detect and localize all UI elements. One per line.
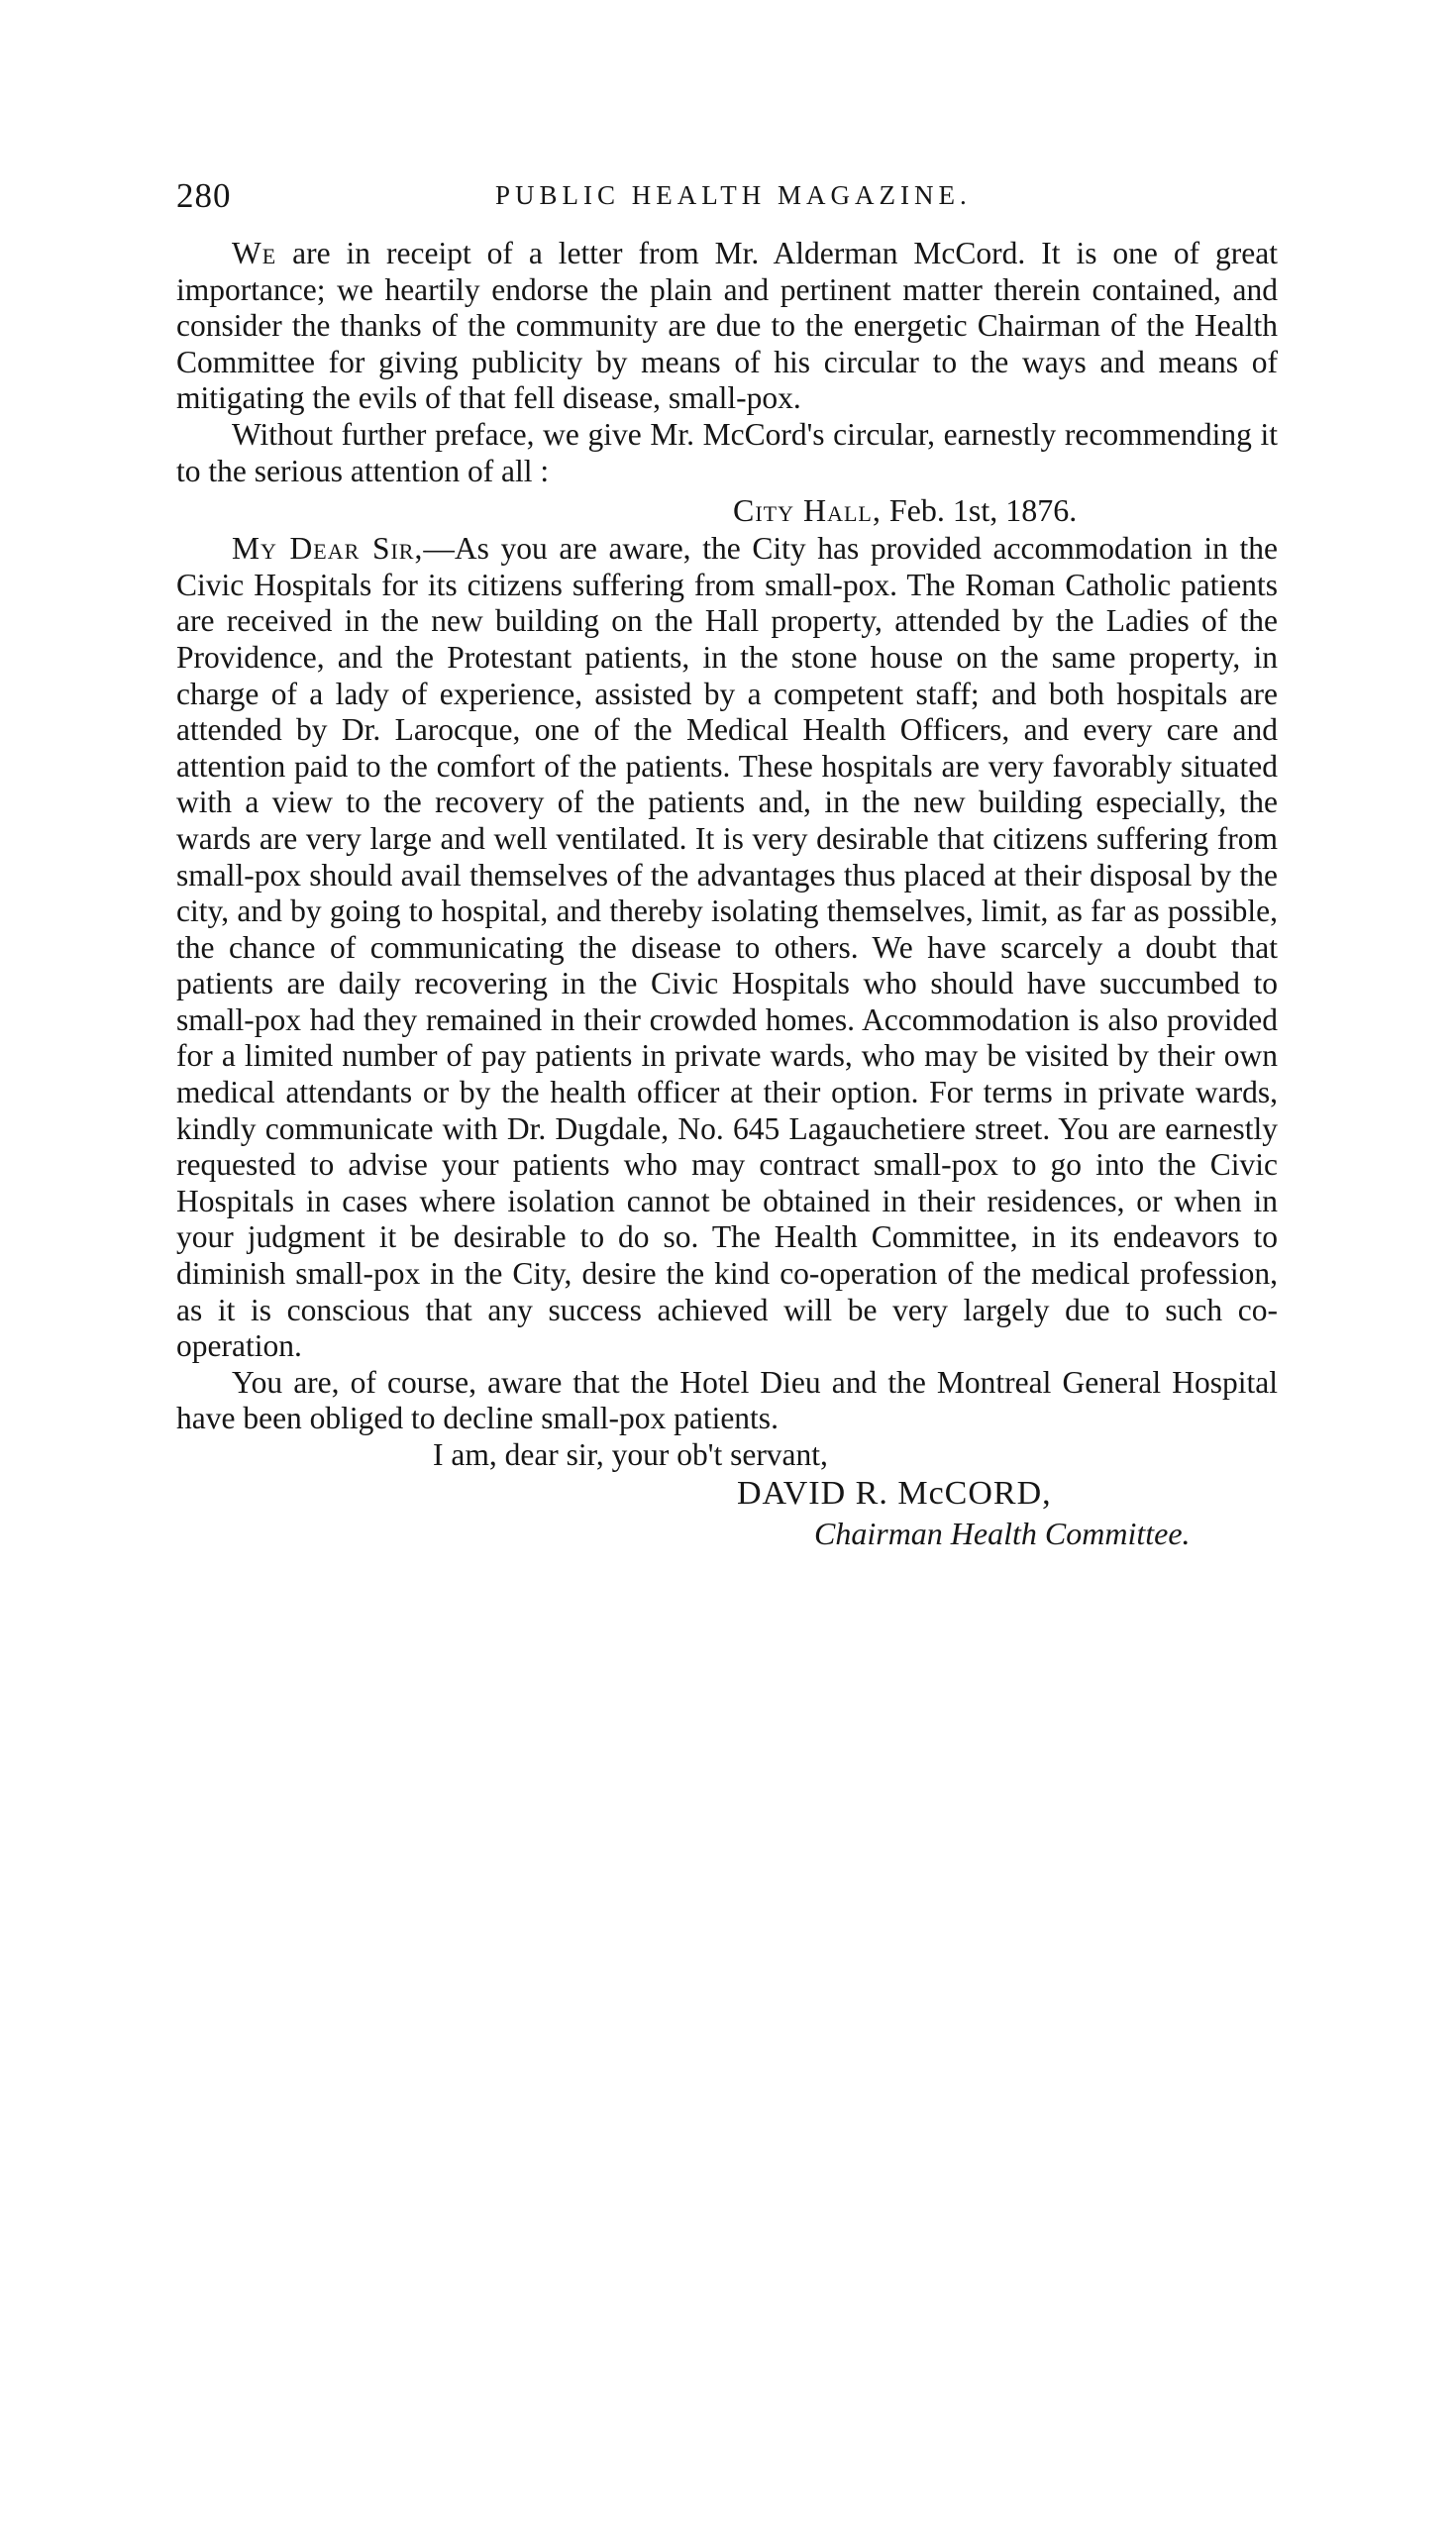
signature-title: Chairman Health Committee. [814,1515,1191,1551]
page-header [176,176,1278,220]
letter-salutation: My Dear Sir, [232,531,424,567]
letter-signature: DAVID R. McCORD, [737,1474,1052,1512]
lead-word: We [232,236,277,270]
letter-body [176,531,1278,1365]
dateline-place: City Hall, [733,492,882,529]
letter-closing: I am, dear sir, your ob't servant, [433,1437,828,1472]
page-number: 280 [176,176,232,215]
article-body [176,236,1278,1553]
running-head: PUBLIC HEALTH MAGAZINE. [495,180,972,210]
intro-paragraph-1-text: are in receipt of a letter from Mr. Alderman McCord. It is one of great importance; we heartily endorse the plain and pertinent matter therein contained, and consider the thanks of the community are due to the energetic Chairman of the Health Committee for giving publicity by means of his circular to the ways and means of mitigating the evils of that fell disease, small-pox. [176,236,1278,416]
dateline-date: Feb. 1st, 1876. [888,492,1078,529]
letter-dateline [176,491,1278,529]
intro-paragraph-2: Without further preface, we give Mr. McCord's circular, earnestly recommending it to the serious attention of all : [176,416,1278,488]
letter-body-text: —As you are aware, the City has provided accommodation in the Civic Hospitals for its citizens suffering from small-pox. The Roman Catholic patients are received in the new building on the Hall property, attended by the Ladies of the Providence, and the Protestant patients, in the stone house on the same property, in charge of a lady of experience, assisted by a competent staff; and both hospitals are attended by Dr. Larocque, one of the Medical Health Officers, and every care and attention paid to the comfort of the patients. These hospitals are very favorably situated with a view to the recovery of the patients and, in the new building especially, the wards are very large and well ventilated. It is very desirable that citizens suffering from small-pox should avail themselves of the advantages thus placed at their disposal by the city, and by going to hospital, and thereby isolating themselves, limit, as far as possible, the chance of communicating the disease to others. We have scarcely a doubt that patients are daily recovering in the Civic Hospitals who should have succumbed to small-pox had they remained in their crowded homes. Accommodation is also provided for a limited number of pay patients in private wards, who may be visited by their own medical attendants or by the health officer at their option. For terms in private wards, kindly communicate with Dr. Dugdale, No. 645 Lagauchetiere street. You are earnestly requested to advise your patients who may contract small-pox to go into the Civic Hospitals in cases where isolation cannot be obtained in their residences, or when in your judgment it be desirable to do so. The Health Committee, in its endeavors to diminish small-pox in the City, desire the kind co-operation of the medical profession, as it is conscious that any success achieved will be very largely due to such co-operation. [176,531,1278,1364]
intro-paragraph-1 [176,236,1278,417]
letter-postscript: You are, of course, aware that the Hotel Dieu and the Montreal General Hospital have been obliged to decline small-pox patients. [176,1364,1278,1436]
